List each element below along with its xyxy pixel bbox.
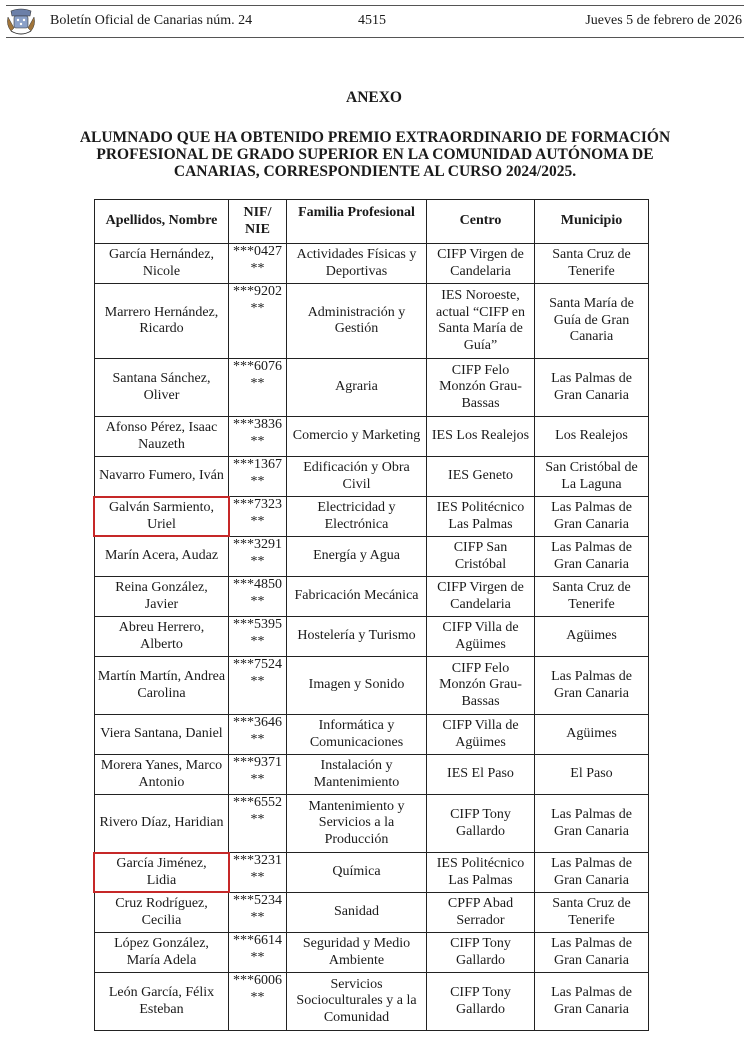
cell-familia: Imagen y Sonido: [287, 657, 427, 715]
cell-centro: CIFP Felo Monzón Grau-Bassas: [427, 359, 535, 417]
cell-familia: Sanidad: [287, 893, 427, 933]
table-row: [95, 715, 649, 755]
cell-municipio: Santa Cruz de Tenerife: [535, 244, 649, 284]
table-row: [95, 284, 649, 359]
page-header: [0, 0, 748, 40]
document-heading: ALUMNADO QUE HA OBTENIDO PREMIO EXTRAORDINARIO DE FORMACIÓN PROFESIONAL DE GRADO SUPERIOR EN LA COMUNIDAD AUTÓNOMA DE CANARIAS, CORRESPONDIENTE AL CURSO 2024/2025.: [79, 129, 671, 180]
student-name: García Hernández, Nicole: [109, 247, 214, 279]
cell-municipio: El Paso: [535, 755, 649, 795]
student-name: Afonso Pérez, Isaac Nauzeth: [105, 420, 218, 452]
cell-nif: ***5234 **: [229, 893, 287, 933]
table-header-row: [95, 200, 649, 244]
cell-nif: ***7323 **: [229, 497, 287, 537]
cell-name: [95, 537, 229, 577]
table-row: [95, 359, 649, 417]
cell-municipio: Las Palmas de Gran Canaria: [535, 973, 649, 1031]
cell-nif: ***6552 **: [229, 795, 287, 853]
highlighted-student-name: Galván Sarmiento, Uriel: [97, 500, 226, 533]
cell-centro: CIFP San Cristóbal: [427, 537, 535, 577]
cell-municipio: Las Palmas de Gran Canaria: [535, 853, 649, 893]
cell-centro: IES Los Realejos: [427, 417, 535, 457]
cell-centro: IES Noroeste, actual “CIFP en Santa María de Guía”: [427, 284, 535, 359]
cell-name: [95, 973, 229, 1031]
cell-name: [95, 457, 229, 497]
cell-centro: CIFP Felo Monzón Grau-Bassas: [427, 657, 535, 715]
cell-nif: ***1367 **: [229, 457, 287, 497]
student-name: León García, Félix Esteban: [108, 985, 215, 1017]
cell-familia: Energía y Agua: [287, 537, 427, 577]
cell-name: [95, 853, 229, 893]
cell-familia: Hostelería y Turismo: [287, 617, 427, 657]
cell-nif: ***3646 **: [229, 715, 287, 755]
cell-familia: Fabricación Mecánica: [287, 577, 427, 617]
table-row: [95, 893, 649, 933]
cell-centro: IES El Paso: [427, 755, 535, 795]
cell-familia: Agraria: [287, 359, 427, 417]
header-top-rule: [6, 5, 744, 6]
cell-nif: ***6076 **: [229, 359, 287, 417]
cell-nif: ***4850 **: [229, 577, 287, 617]
page-number: 4515: [358, 13, 386, 28]
student-name: Martín Martín, Andrea Carolina: [97, 669, 226, 701]
table-row: [95, 577, 649, 617]
cell-municipio: Las Palmas de Gran Canaria: [535, 359, 649, 417]
student-name: Morera Yanes, Marco Antonio: [100, 758, 223, 790]
student-name: Reina González, Javier: [115, 580, 208, 612]
column-header-centro: Centro: [427, 200, 535, 244]
table-row: [95, 933, 649, 973]
table-row: [95, 537, 649, 577]
cell-centro: CIFP Villa de Agüimes: [427, 617, 535, 657]
cell-name: [95, 497, 229, 537]
cell-nif: ***0427 **: [229, 244, 287, 284]
cell-centro: CIFP Tony Gallardo: [427, 933, 535, 973]
cell-municipio: Los Realejos: [535, 417, 649, 457]
cell-nif: ***6006 **: [229, 973, 287, 1031]
student-name: Abreu Herrero, Alberto: [118, 620, 205, 652]
publication-date: Jueves 5 de febrero de 2026: [585, 13, 742, 28]
table-row: [95, 457, 649, 497]
cell-centro: CIFP Villa de Agüimes: [427, 715, 535, 755]
table-row: [95, 755, 649, 795]
cell-name: [95, 417, 229, 457]
cell-name: [95, 795, 229, 853]
cell-familia: Edificación y Obra Civil: [287, 457, 427, 497]
cell-name: [95, 577, 229, 617]
cell-municipio: Agüimes: [535, 715, 649, 755]
cell-municipio: Las Palmas de Gran Canaria: [535, 537, 649, 577]
column-header-name: Apellidos, Nombre: [95, 200, 229, 244]
table-row: [95, 657, 649, 715]
cell-municipio: Las Palmas de Gran Canaria: [535, 657, 649, 715]
cell-name: [95, 284, 229, 359]
student-name: Cruz Rodríguez, Cecilia: [115, 896, 208, 928]
cell-centro: IES Politécnico Las Palmas: [427, 853, 535, 893]
cell-familia: Servicios Socioculturales y a la Comunidad: [287, 973, 427, 1031]
cell-nif: ***5395 **: [229, 617, 287, 657]
cell-name: [95, 359, 229, 417]
publication-name: Boletín Oficial de Canarias núm. 24: [50, 13, 253, 28]
cell-familia: Instalación y Mantenimiento: [287, 755, 427, 795]
cell-name: [95, 755, 229, 795]
cell-nif: ***9202 **: [229, 284, 287, 359]
student-name: Santana Sánchez, Oliver: [112, 371, 211, 403]
cell-municipio: Santa María de Guía de Gran Canaria: [535, 284, 649, 359]
cell-familia: Administración y Gestión: [287, 284, 427, 359]
cell-centro: CPFP Abad Serrador: [427, 893, 535, 933]
cell-centro: IES Geneto: [427, 457, 535, 497]
cell-name: [95, 893, 229, 933]
cell-familia: Actividades Físicas y Deportivas: [287, 244, 427, 284]
coat-of-arms-icon: [5, 7, 37, 37]
cell-centro: CIFP Tony Gallardo: [427, 795, 535, 853]
cell-nif: ***7524 **: [229, 657, 287, 715]
table-row: [95, 853, 649, 893]
cell-nif: ***3231 **: [229, 853, 287, 893]
table-row: [95, 417, 649, 457]
student-name: López González, María Adela: [114, 936, 209, 968]
cell-municipio: Las Palmas de Gran Canaria: [535, 497, 649, 537]
cell-familia: Mantenimiento y Servicios a la Producción: [287, 795, 427, 853]
cell-nif: ***3836 **: [229, 417, 287, 457]
cell-municipio: Las Palmas de Gran Canaria: [535, 933, 649, 973]
column-header-municipio: Municipio: [535, 200, 649, 244]
cell-municipio: Agüimes: [535, 617, 649, 657]
table-row: [95, 973, 649, 1031]
cell-municipio: Santa Cruz de Tenerife: [535, 577, 649, 617]
cell-nif: ***9371 **: [229, 755, 287, 795]
table-row: [95, 244, 649, 284]
cell-nif: ***6614 **: [229, 933, 287, 973]
annex-title: ANEXO: [346, 89, 402, 106]
cell-familia: Química: [287, 853, 427, 893]
cell-municipio: Las Palmas de Gran Canaria: [535, 795, 649, 853]
awards-table: [94, 199, 649, 1031]
column-header-familia: Familia Profesional: [287, 200, 427, 244]
cell-familia: Informática y Comunicaciones: [287, 715, 427, 755]
cell-municipio: San Cristóbal de La Laguna: [535, 457, 649, 497]
cell-name: [95, 617, 229, 657]
highlighted-student-name: García Jiménez, Lidia: [97, 856, 226, 889]
student-name: Marrero Hernández, Ricardo: [104, 304, 219, 336]
student-name: Viera Santana, Daniel: [100, 726, 223, 742]
cell-name: [95, 715, 229, 755]
table-row: [95, 617, 649, 657]
column-header-nif: NIF/ NIE: [229, 200, 287, 244]
student-name: Rivero Díaz, Haridian: [99, 815, 224, 831]
student-name: Marín Acera, Audaz: [104, 548, 219, 564]
cell-familia: Comercio y Marketing: [287, 417, 427, 457]
cell-nif: ***3291 **: [229, 537, 287, 577]
cell-centro: CIFP Virgen de Candelaria: [427, 244, 535, 284]
cell-familia: Seguridad y Medio Ambiente: [287, 933, 427, 973]
cell-municipio: Santa Cruz de Tenerife: [535, 893, 649, 933]
cell-centro: CIFP Tony Gallardo: [427, 973, 535, 1031]
table-row: [95, 497, 649, 537]
cell-name: [95, 244, 229, 284]
header-bottom-rule: [6, 37, 744, 38]
cell-name: [95, 933, 229, 973]
student-name: Navarro Fumero, Iván: [99, 468, 224, 484]
cell-name: [95, 657, 229, 715]
cell-centro: CIFP Virgen de Candelaria: [427, 577, 535, 617]
cell-familia: Electricidad y Electrónica: [287, 497, 427, 537]
cell-centro: IES Politécnico Las Palmas: [427, 497, 535, 537]
table-row: [95, 795, 649, 853]
